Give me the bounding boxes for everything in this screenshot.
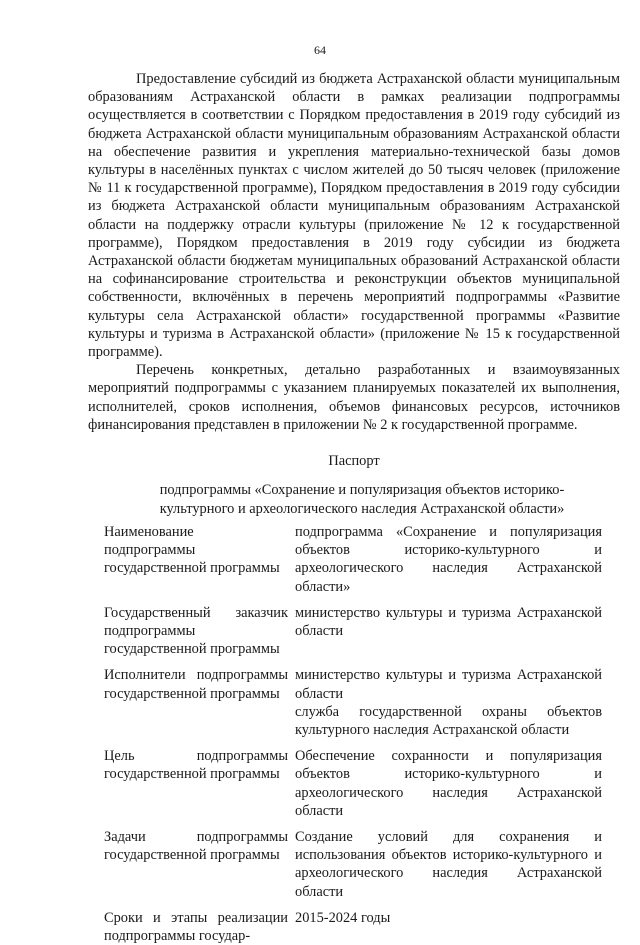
passport-title: Паспорт: [328, 453, 380, 469]
row-value: [295, 747, 602, 820]
page-number: 64: [314, 43, 326, 57]
paragraph-activities-list: Перечень конкретных, детально разработанных и взаимоувязанных мероприятий подпрограммы с указанием планируемых показателей их выполнения, исполнителей, сроков исполнения, объемов финансовых ресурсов, источников финансирования представлен в приложении № 2 к государственной программе.: [88, 362, 620, 433]
row-value-text: подпрограмма «Сохранение и популяризация объектов историко-культурного и археологического наследия Астраханской области»: [295, 524, 602, 595]
row-value: [295, 523, 602, 596]
row-label: Исполнители подпрограммы государственной программы: [104, 667, 288, 702]
row-value: [295, 604, 602, 659]
body-text: [88, 70, 620, 434]
row-value: [295, 666, 602, 739]
row-value-text: 2015-2024 годы: [295, 909, 391, 926]
row-label: Государственный заказчик подпрограммы государственной программы: [104, 604, 288, 658]
passport-row-terms: [104, 909, 609, 945]
passport-row-tasks: [104, 828, 609, 901]
row-label: Задачи подпрограммы государственной программы: [104, 829, 288, 864]
passport-subtitle: подпрограммы «Сохранение и популяризация объектов историко-культурного и археологического наследия Астраханской области»: [159, 482, 565, 517]
paragraph-subsidies: Предоставление субсидий из бюджета Астраханской области муниципальным образованиям Астраханской области в рамках реализации подпрограммы осуществляется в соответствии с Порядком предоставления в 2019 году субсидий из бюджета Астраханской области муниципальным образованиям Астраханской области на обеспечение развития и укрепления материально-технической базы домов культуры в населённых пунктах с числом жителей до 50 тысяч человек (приложение № 11 к государственной программе), Порядком предоставления в 2019 году субсидии из бюджета Астраханской области муниципальным образованиям Астраханской области на поддержку отрасли культуры (приложение № 12 к государственной программе), Порядком предоставления в 2019 году субсидии из бюджета Астраханской области бюджетам муниципальных образований Астраханской области на софинансирование строительства и реконструкции объектов муниципальной собственности, включённых в перечень мероприятий подпрограммы «Развитие культуры села Астраханской области» государственной программы «Развитие культуры и туризма в Астраханской области» (приложение № 15 к государственной программе).: [88, 71, 620, 361]
row-label: Наименование подпрограммы государственной программы: [104, 524, 280, 577]
row-label: Сроки и этапы реализации подпрограммы государ-: [104, 909, 288, 945]
row-value-text: служба государственной охраны объектов культурного наследия Астраханской области: [295, 703, 602, 739]
row-label: Цель подпрограммы государственной программы: [104, 748, 288, 783]
passport-table: [104, 523, 609, 945]
row-value: [295, 909, 602, 945]
row-value: [295, 828, 602, 901]
row-value-text: Обеспечение сохранности и популяризация объектов историко-культурного и археологического наследия Астраханской области: [295, 748, 602, 819]
row-value-text: министерство культуры и туризма Астраханской области: [295, 604, 602, 640]
passport-row-goal: [104, 747, 609, 820]
row-value-text: Создание условий для сохранения и использования объектов историко-культурного и археологического наследия Астраханской области: [295, 829, 602, 900]
passport-row-customer: [104, 604, 609, 659]
row-value-text: министерство культуры и туризма Астраханской области: [295, 667, 602, 702]
passport-row-name: [104, 523, 609, 596]
passport-row-executors: [104, 666, 609, 739]
